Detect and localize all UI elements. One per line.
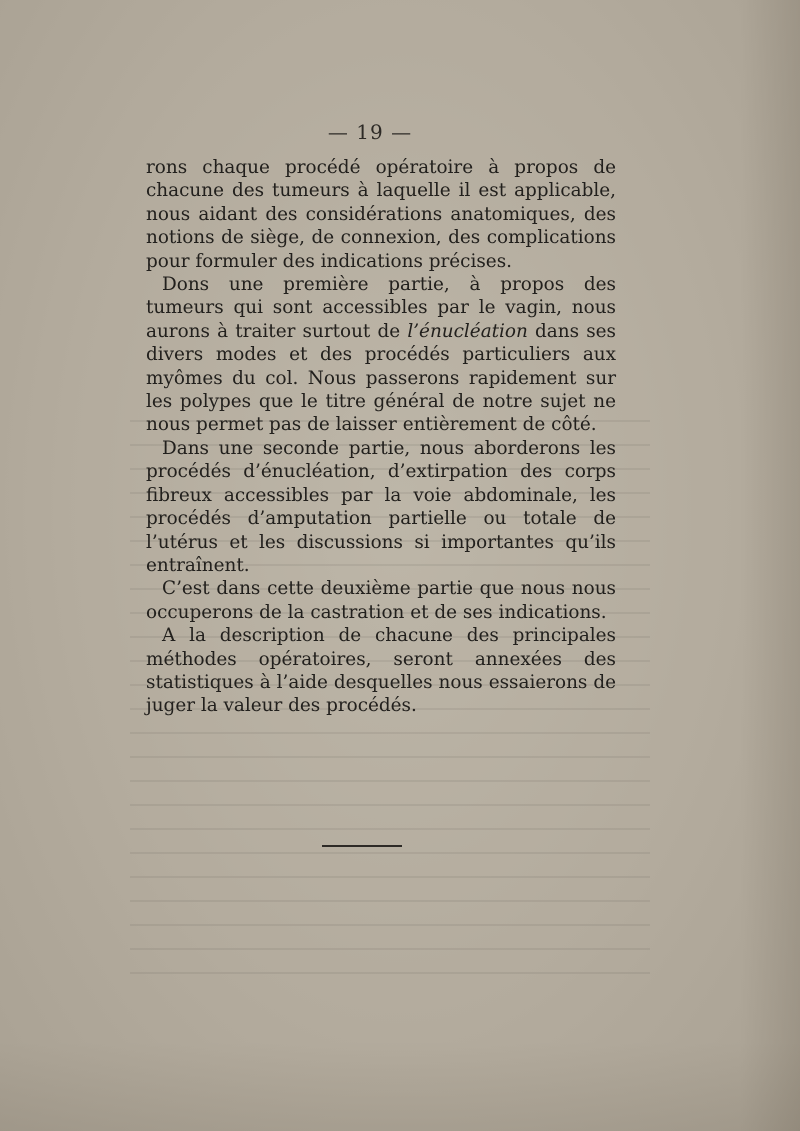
paragraph-2-text-before: Dons une première partie, à propos des tumeurs qui sont accessibles par le vagin, nous aurons à traiter surtout de xyxy=(146,274,616,342)
paragraph-3: Dans une seconde partie, nous aborderons les procédés d’énucléation, d’extirpation des corps fibreux accessibles par la voie abdominale, les procédés d’amputation partielle ou totale de l’utérus et les discussions si importantes qu’ils entraînent. xyxy=(146,437,616,576)
paragraph-5: A la description de chacune des principales méthodes opératoires, seront annexées des statistiques à l’aide desquelles nous essaierons de juger la valeur des procédés. xyxy=(146,625,616,717)
paragraph-1: rons chaque procédé opératoire à propos de chacune des tumeurs à laquelle il est applicable, nous aidant des considérations anatomiques, des notions de siège, de connexion, des complications pour formuler des indications précises. xyxy=(146,157,616,272)
page-number: — 19 — xyxy=(327,120,413,144)
paragraph-2 xyxy=(146,273,616,437)
paragraph-2-text-after: dans ses divers modes et des procédés particuliers aux myômes du col. Nous passerons rapidement sur les polypes que le titre général de notre sujet ne nous permet pas de laisser entièrement de côté. xyxy=(146,320,616,436)
page-edge-shadow xyxy=(740,0,800,1131)
body-text xyxy=(146,156,616,718)
paragraph-4: C’est dans cette deuxième partie que nous nous occuperons de la castration et de ses indications. xyxy=(146,578,616,623)
page-bottom-shadow xyxy=(0,1041,800,1131)
paragraph-2-italic-term: l’énucléation xyxy=(407,320,528,342)
section-end-rule xyxy=(322,845,402,847)
